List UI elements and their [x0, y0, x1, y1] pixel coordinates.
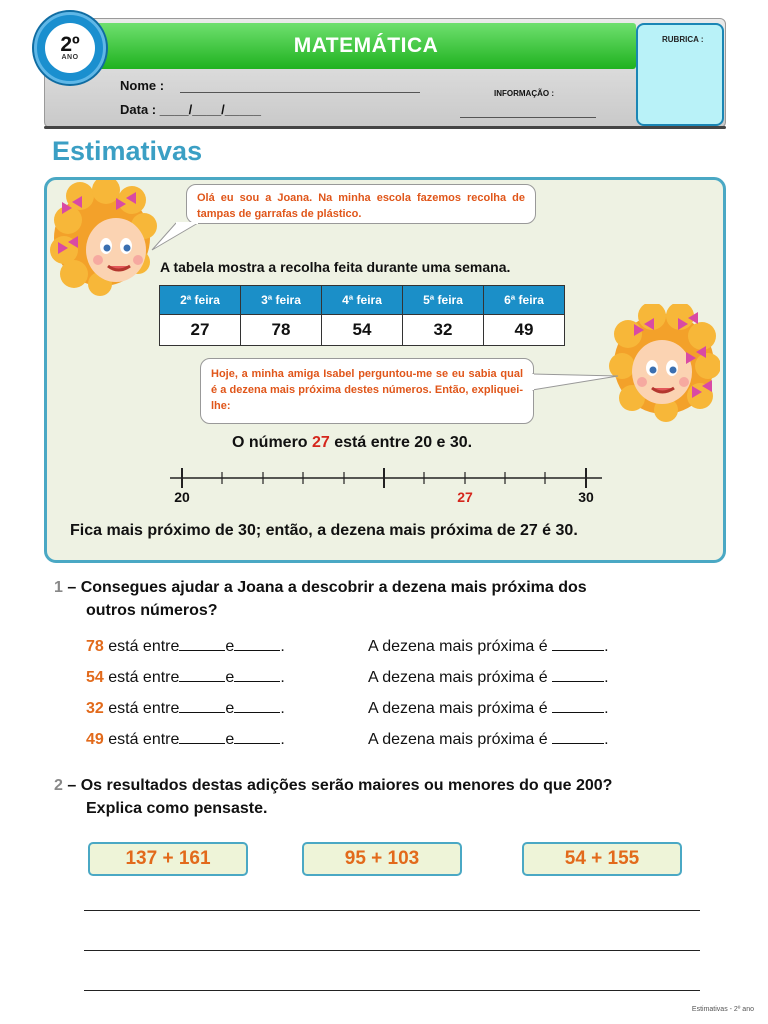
- sum-box: 54 + 155: [522, 842, 682, 876]
- exercise-number: 49: [86, 731, 104, 748]
- rubrica-label: RUBRICA :: [662, 35, 704, 44]
- closest-ten-blank[interactable]: [552, 699, 604, 713]
- footer-text: Estimativas - 2º ano: [691, 1006, 754, 1013]
- closest-text: A dezena mais próxima é: [368, 669, 548, 686]
- table-header-day: 2ª feira: [160, 286, 241, 315]
- table-cell-value: 49: [484, 315, 565, 346]
- informacao-label: INFORMAÇÃO :: [494, 89, 554, 98]
- nome-field[interactable]: [180, 92, 420, 93]
- and-text: e: [225, 731, 235, 748]
- table-header-day: 5ª feira: [403, 286, 484, 315]
- informacao-field[interactable]: [460, 117, 596, 118]
- data-label[interactable]: Data : ____/____/_____: [120, 102, 261, 117]
- lower-ten-blank[interactable]: [179, 730, 225, 744]
- closest-text: A dezena mais próxima é: [368, 731, 548, 748]
- number-line-end: 30: [578, 489, 594, 505]
- table-cell-value: 78: [241, 315, 322, 346]
- number-line-marked: 27: [457, 489, 473, 505]
- closest-ten-blank[interactable]: [552, 668, 604, 682]
- answer-line[interactable]: [84, 910, 700, 911]
- table-intro: A tabela mostra a recolha feita durante uma semana.: [160, 259, 511, 275]
- collection-table: [159, 285, 565, 346]
- joana-illustration-icon: [604, 304, 720, 424]
- sum-box: 137 + 161: [88, 842, 248, 876]
- grade-label: ANO: [61, 54, 79, 61]
- table-header-day: 3ª feira: [241, 286, 322, 315]
- question-number: 2: [54, 777, 63, 794]
- table-header-day: 4ª feira: [322, 286, 403, 315]
- table-header-day: 6ª feira: [484, 286, 565, 315]
- answer-line[interactable]: [84, 950, 700, 951]
- page-title: Estimativas: [52, 136, 203, 166]
- number-line-start: 20: [174, 489, 190, 505]
- question-2-text: Explica como pensaste.: [86, 800, 268, 817]
- between-text: está entre: [103, 731, 180, 748]
- list-item: 54 está entre e . A dezena mais próxima é .: [86, 669, 609, 686]
- closest-ten-blank[interactable]: [552, 730, 604, 744]
- sum-box: 95 + 103: [302, 842, 462, 876]
- subject-title: MATEMÁTICA: [96, 23, 636, 69]
- upper-ten-blank[interactable]: [234, 637, 280, 651]
- table-cell-value: 27: [160, 315, 241, 346]
- speech-tail-icon: [150, 222, 210, 252]
- and-text: e: [225, 638, 235, 655]
- header-divider: [44, 126, 726, 129]
- closest-ten-blank[interactable]: [552, 637, 604, 651]
- and-text: e: [225, 669, 235, 686]
- question-1-text: outros números?: [86, 602, 218, 619]
- table-cell-value: 32: [403, 315, 484, 346]
- list-item: 78 está entre e . A dezena mais próxima é .: [86, 638, 609, 655]
- speech-bubble-explanation: Hoje, a minha amiga Isabel perguntou-me se eu sabia qual é a dezena mais próxima destes números. Então, expliquei-lhe:: [200, 358, 534, 424]
- question-2-text: – Os resultados destas adições serão maiores ou menores do que 200?: [62, 777, 613, 794]
- between-text: está entre: [103, 700, 180, 717]
- exercise-number: 78: [86, 638, 104, 655]
- question-number: 1: [54, 579, 63, 596]
- list-item: 49 está entre e . A dezena mais próxima é .: [86, 731, 609, 748]
- number-line: [170, 466, 602, 514]
- lower-ten-blank[interactable]: [179, 637, 225, 651]
- grade-number: 2º: [60, 33, 80, 56]
- exercise-number: 54: [86, 669, 104, 686]
- question-1-text: – Consegues ajudar a Joana a descobrir a dezena mais próxima dos: [62, 579, 587, 596]
- upper-ten-blank[interactable]: [234, 730, 280, 744]
- closest-text: A dezena mais próxima é: [368, 638, 548, 655]
- table-cell-value: 54: [322, 315, 403, 346]
- and-text: e: [225, 700, 235, 717]
- speech-tail-icon: [532, 370, 622, 396]
- exercise-number: 32: [86, 700, 104, 717]
- upper-ten-blank[interactable]: [234, 699, 280, 713]
- rubrica-box[interactable]: [636, 23, 724, 126]
- question-1: [54, 576, 734, 622]
- joana-illustration-icon: [50, 180, 160, 300]
- grade-badge: [34, 12, 106, 84]
- upper-ten-blank[interactable]: [234, 668, 280, 682]
- list-item: 32 está entre e . A dezena mais próxima é .: [86, 700, 609, 717]
- highlight-number: 27: [312, 434, 330, 451]
- between-text: está entre: [103, 669, 180, 686]
- explanation-sentence: O número 27 está entre 20 e 30.: [232, 434, 473, 451]
- lower-ten-blank[interactable]: [179, 699, 225, 713]
- speech-bubble-joana: Olá eu sou a Joana. Na minha escola fazemos recolha de tampas de garrafas de plástico.: [186, 184, 536, 224]
- question-2: [54, 774, 754, 820]
- between-text: está entre: [103, 638, 180, 655]
- answer-line[interactable]: [84, 990, 700, 991]
- lower-ten-blank[interactable]: [179, 668, 225, 682]
- conclusion-sentence: Fica mais próximo de 30; então, a dezena mais próxima de 27 é 30.: [70, 522, 578, 539]
- nome-label: Nome :: [120, 78, 165, 93]
- closest-text: A dezena mais próxima é: [368, 700, 548, 717]
